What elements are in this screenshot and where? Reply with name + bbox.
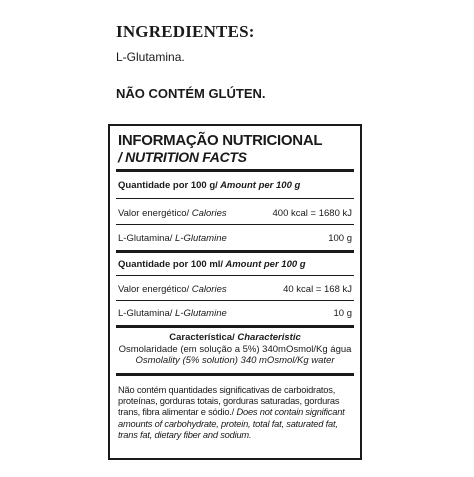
characteristic-block: [116, 332, 354, 367]
nutrient-label-en: L-Glutamine: [172, 308, 227, 319]
divider: [116, 275, 354, 276]
gluten-notice: NÃO CONTÉM GLÚTEN.: [116, 86, 266, 101]
divider: [116, 224, 354, 225]
characteristic-title-pt: Característica/: [169, 332, 235, 343]
divider: [116, 300, 354, 301]
characteristic-title: [116, 332, 354, 344]
nutrient-row: [118, 208, 352, 219]
section2-header: [118, 259, 352, 270]
nutrition-facts-panel: [108, 124, 362, 460]
ingredients-text: L-Glutamina.: [116, 50, 185, 64]
divider: [116, 198, 354, 199]
divider-thick: [116, 250, 354, 253]
footnote-en: Does not contain significant amounts of carbohydrate, protein, total fat, saturated fat, trans fat, dietary fiber and sodium.: [118, 407, 345, 440]
section2-header-en: Amount per 100 g: [223, 259, 306, 270]
nutrient-value: 400 kcal = 1680 kJ: [272, 208, 352, 219]
section1-header-pt: Quantidade por 100 g/: [118, 180, 218, 191]
nutrient-label-pt: L-Glutamina/: [118, 233, 173, 244]
nutrient-label-en: Calories: [189, 208, 227, 219]
nutrient-label-pt: Valor energético/: [118, 208, 190, 219]
section1-header-en: Amount per 100 g: [217, 180, 301, 191]
nutrition-subtitle: / NUTRITION FACTS: [118, 149, 247, 165]
nutrient-row: [118, 308, 352, 319]
nutrient-value: 10 g: [333, 308, 352, 319]
nutrition-footnote: [118, 385, 352, 441]
divider-thick: [116, 325, 354, 328]
characteristic-title-en: Characteristic: [234, 332, 301, 343]
nutrient-row: [118, 284, 352, 295]
nutrient-row: [118, 233, 352, 244]
nutrient-label-en: Calories: [189, 284, 227, 295]
nutrient-label-pt: L-Glutamina/: [118, 308, 173, 319]
osmolality-en: Osmolality (5% solution) 340 mOsmol/Kg water: [135, 355, 335, 366]
section1-header: [118, 180, 352, 191]
nutrient-label-pt: Valor energético/: [118, 284, 190, 295]
divider-thick: [116, 373, 354, 376]
nutrient-value: 40 kcal = 168 kJ: [283, 284, 352, 295]
ingredients-title: INGREDIENTES:: [116, 22, 255, 41]
nutrient-label-en: L-Glutamine: [172, 233, 227, 244]
divider-thick: [116, 169, 354, 172]
nutrient-value: 100 g: [328, 233, 352, 244]
nutrition-title: INFORMAÇÃO NUTRICIONAL: [118, 132, 323, 149]
footnote-pt: Não contém quantidades significativas de carboidratos, proteínas, gorduras totais, gorduras saturadas, gorduras trans, fibra alimentar e sódio./: [118, 385, 340, 418]
osmolarity-pt: Osmolaridade (em solução a 5%) 340mOsmol/Kg água: [118, 343, 352, 355]
section2-header-pt: Quantidade por 100 ml/: [118, 259, 224, 270]
